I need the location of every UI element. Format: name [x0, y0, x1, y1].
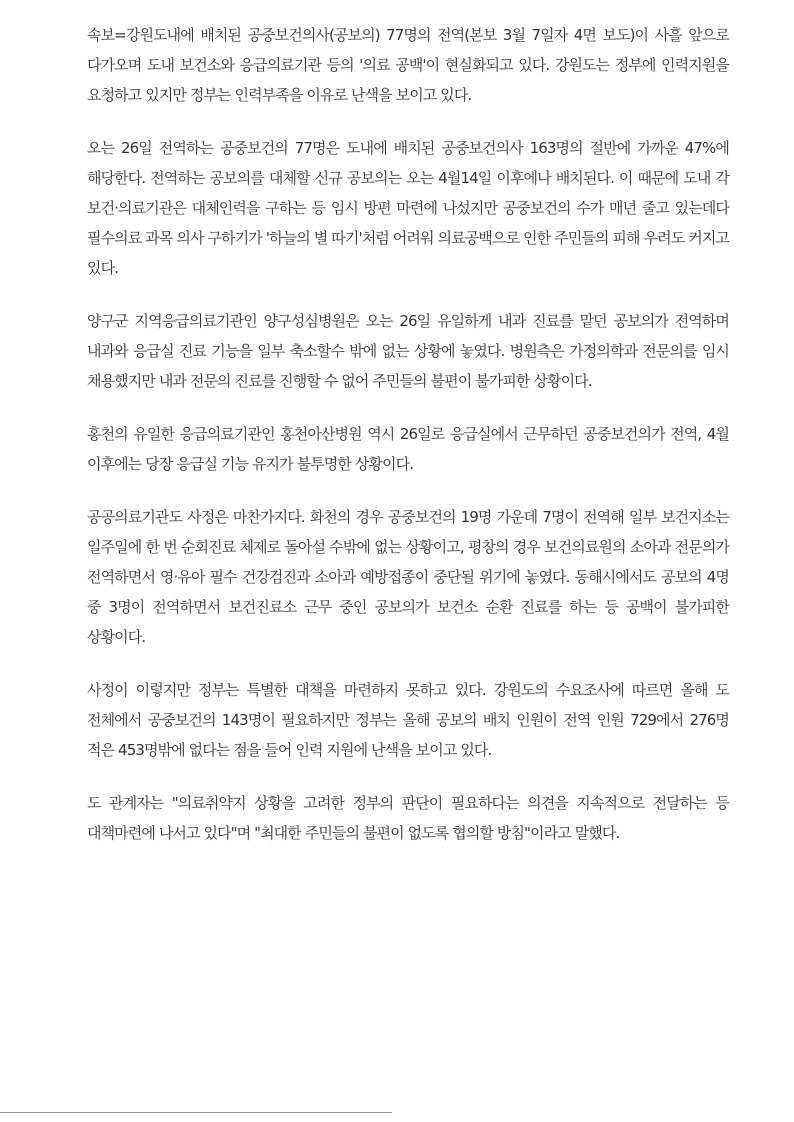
- paragraph-government-response: 사정이 이렇지만 정부는 특별한 대책을 마련하지 못하고 있다. 강원도의 수요조사에 따르면 올해 도 전체에서 공중보건의 143명이 필요하지만 정부는 올해 공보의 배치 인원이 전역 인원 729에서 276명 적은 453명밖에 없다는 점을 들어 인력 지원에 난색을 보이고 있다.: [87, 681, 729, 759]
- paragraph-yanggu-hospital: 양구군 지역응급의료기관인 양구성심병원은 오는 26일 유일하게 내과 진료를 맡던 공보의가 전역하며 내과와 응급실 진료 기능을 일부 축소할수 밖에 없는 상황에 놓였다. 병원측은 가정의학과 전문의를 임시 채용했지만 내과 전문의 진료를 진행할 수 없어 주민들의 불편이 불가피한 상황이다.: [87, 312, 729, 390]
- paragraph-lead: 속보=강원도내에 배치된 공중보건의사(공보의) 77명의 전역(본보 3월 7일자 4면 보도)이 사흘 앞으로 다가오며 도내 보건소와 응급의료기관 등의 '의료 공백'이 현실화되고 있다. 강원도는 정부에 인력지원을 요청하고 있지만 정부는 인력부족을 이유로 난색을 보이고 있다.: [87, 26, 729, 104]
- paragraph-public-institutions: 공공의료기관도 사정은 마찬가지다. 화천의 경우 공중보건의 19명 가운데 7명이 전역해 일부 보건지소는 일주일에 한 번 순회진료 체제로 돌아설 수밖에 없는 상황이고, 평창의 경우 보건의료원의 소아과 전문의가 전역하면서 영·유아 필수 건강검진과 소아과 예방접종이 중단될 위기에 놓였다. 동해시에서도 공보의 4명 중 3명이 전역하면서 보건진료소 근무 중인 공보의가 보건소 순환 진료를 하는 등 공백이 불가피한 상황이다.: [87, 508, 729, 646]
- paragraph-hongcheon-hospital: 홍천의 유일한 응급의료기관인 홍천아산병원 역시 26일로 응급실에서 근무하던 공중보건의가 전역, 4월 이후에는 당장 응급실 기능 유지가 불투명한 상황이다.: [87, 425, 729, 473]
- article-body: [87, 20, 729, 871]
- paragraph-official-quote: 도 관계자는 "의료취약지 상황을 고려한 정부의 판단이 필요하다는 의견을 지속적으로 전달하는 등 대책마련에 나서고 있다"며 "최대한 주민들의 불편이 없도록 협의할 방침"이라고 말했다.: [87, 794, 729, 842]
- paragraph-discharge-stats: 오는 26일 전역하는 공중보건의 77명은 도내에 배치된 공중보건의사 163명의 절반에 가까운 47%에 해당한다. 전역하는 공보의를 대체할 신규 공보의는 오는 4월14일 이후에나 배치된다. 이 때문에 도내 각 보건·의료기관은 대체인력을 구하는 등 임시 방편 마련에 나섰지만 공중보건의 수가 매년 줄고 있는데다 필수의료 과목 의사 구하기가 '하늘의 별 따기'처럼 어려워 의료공백으로 인한 주민들의 피해 우려도 커지고 있다.: [87, 139, 729, 277]
- page-bottom-divider: [0, 1112, 392, 1113]
